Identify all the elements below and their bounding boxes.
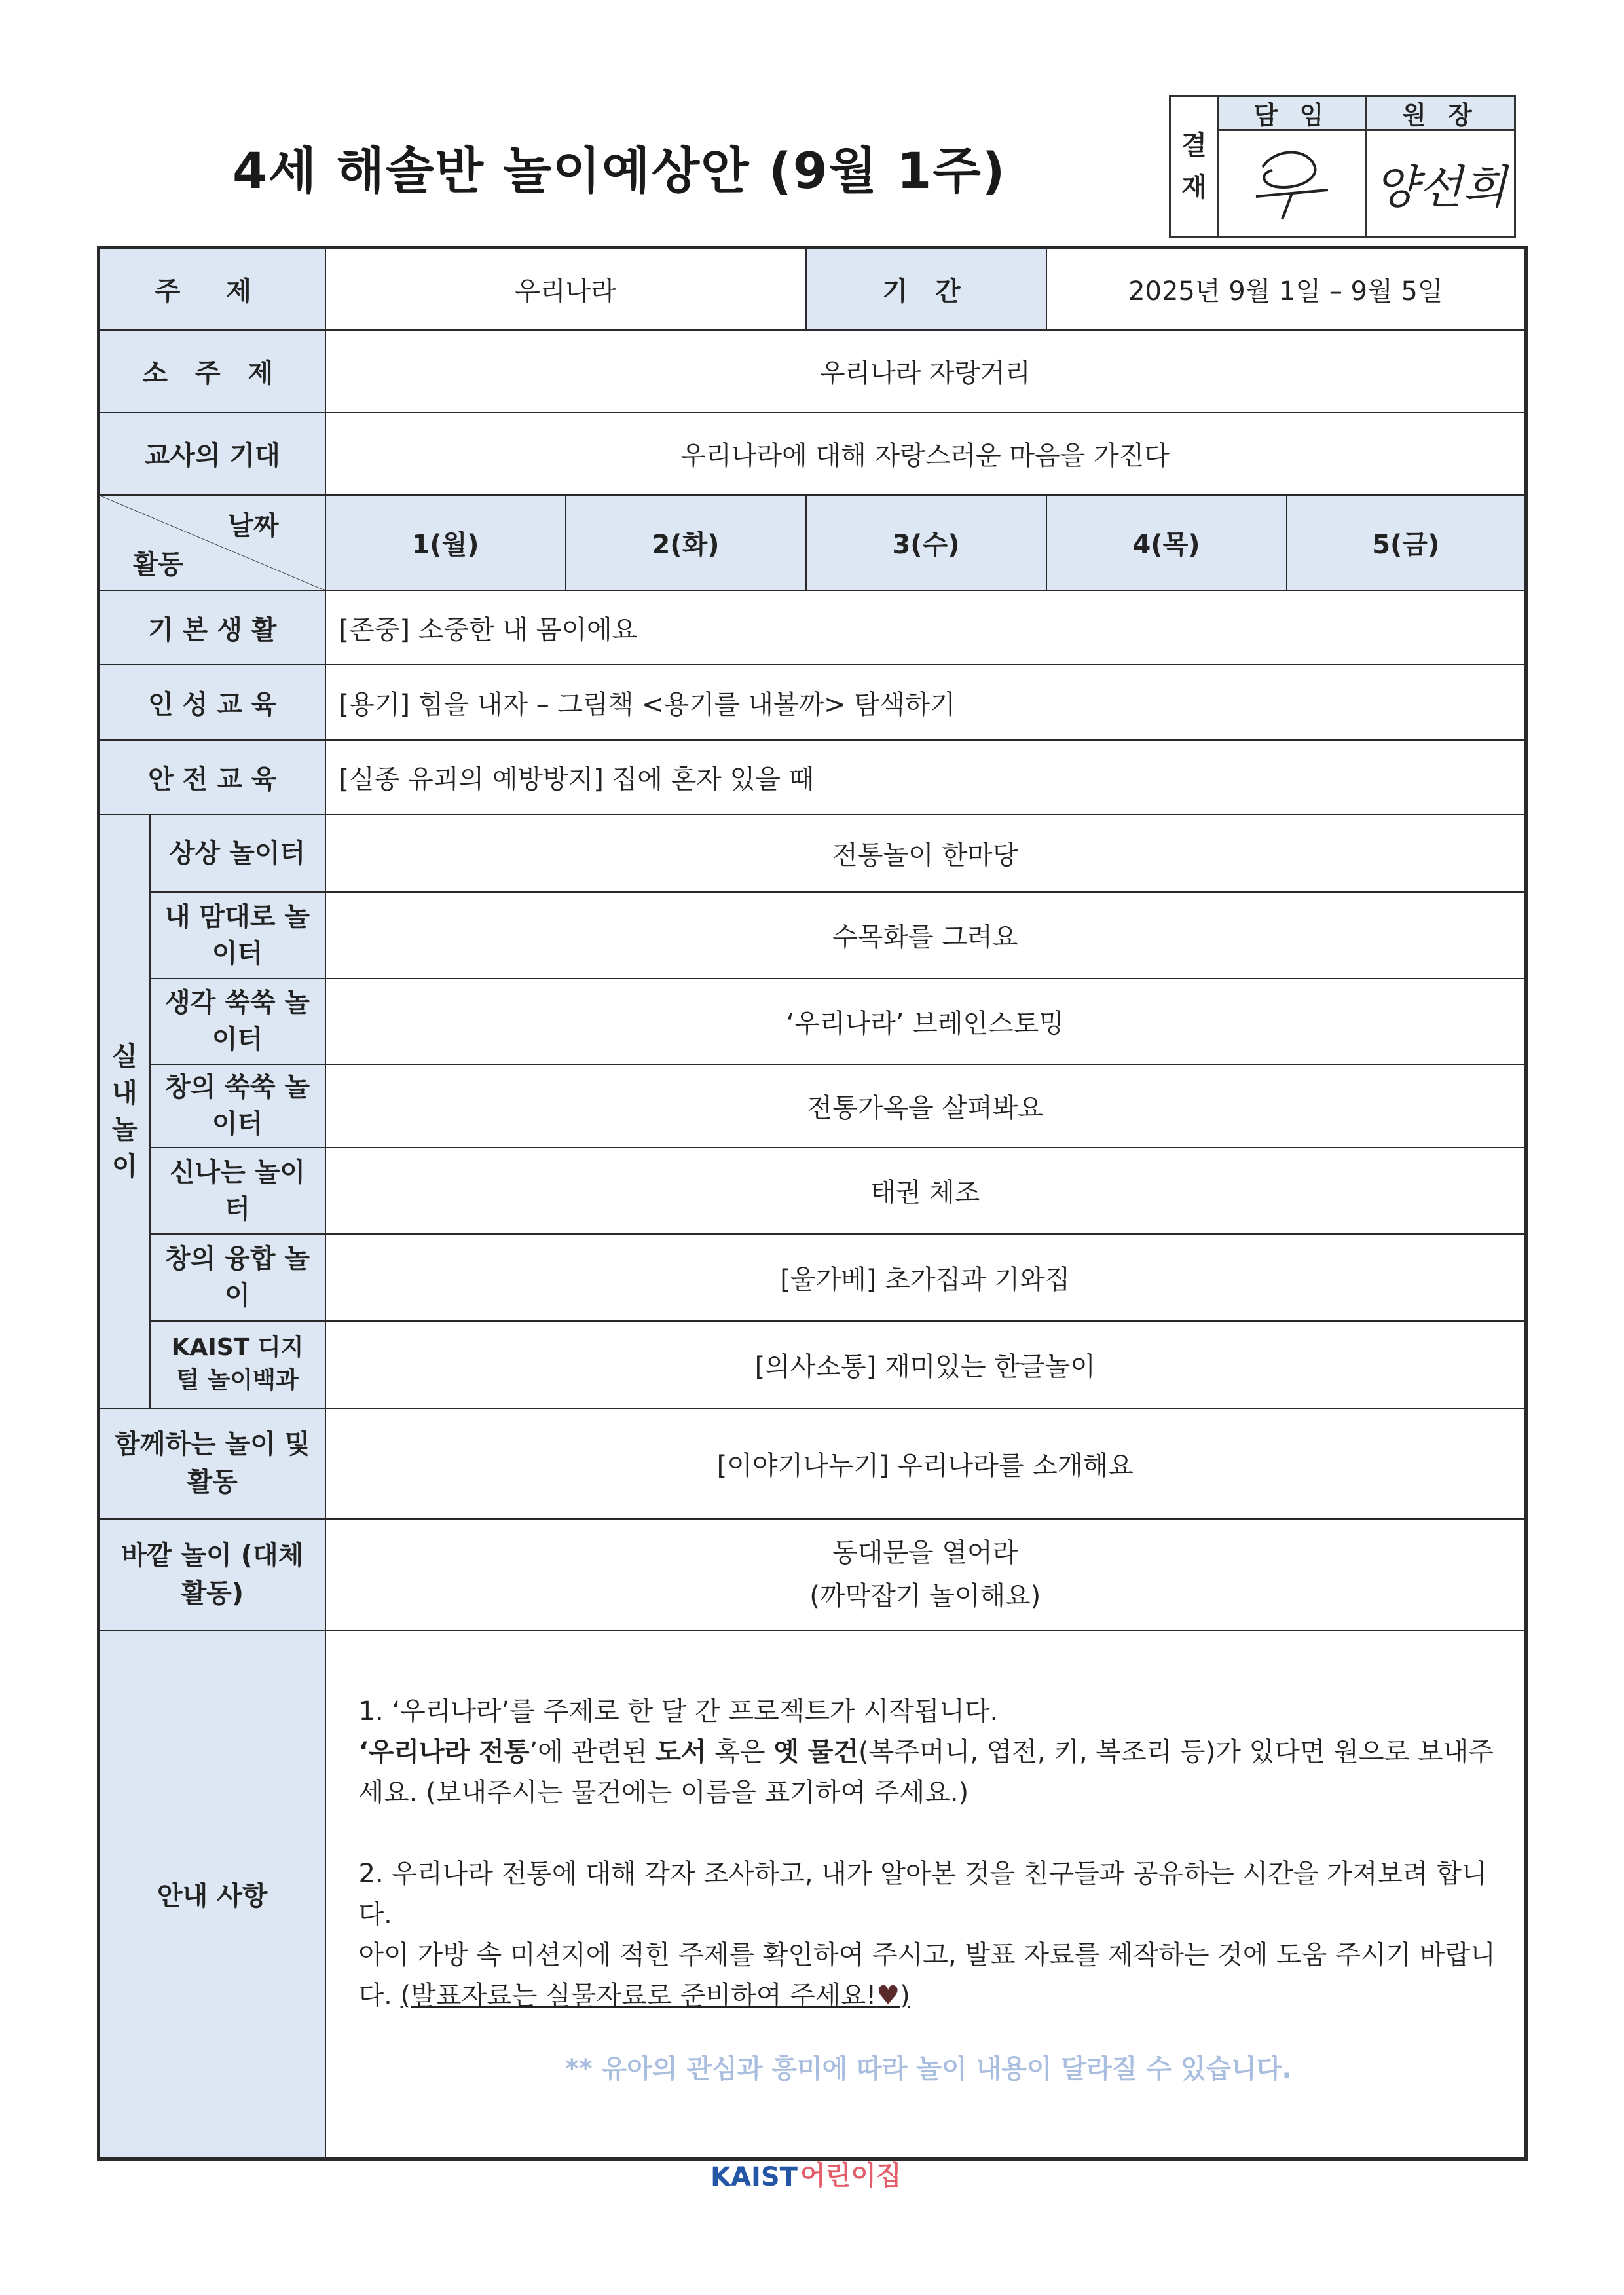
day-friday: 5(금) [1287, 495, 1526, 591]
approval-director-header: 원 장 [1367, 97, 1514, 131]
teacher-signature [1219, 131, 1367, 236]
row-topic [99, 248, 1526, 330]
activity-label: 활동 [133, 549, 184, 580]
indoor-play-label: 실 내 놀 이 [99, 815, 150, 1408]
row-indoor-4 [99, 1064, 1526, 1148]
indoor-item-label: 창의 쑥쑥 놀이터 [150, 1064, 325, 1148]
indoor-item-label: 생각 쑥쑥 놀이터 [150, 979, 325, 1064]
basic-life-value: [존중] 소중한 내 몸이에요 [325, 591, 1526, 665]
row-safety [99, 740, 1526, 815]
row-indoor-7 [99, 1321, 1526, 1408]
director-signature: 양선희 [1374, 160, 1507, 214]
plan-table [97, 246, 1528, 2161]
row-outdoor [99, 1519, 1526, 1630]
notice-paragraph-2: 2. 우리나라 전통에 대해 각자 조사하고, 내가 알아본 것을 친구들과 공유하는 시간을 가져보려 합니다. 아이 가방 속 미션지에 적힌 주제를 확인하여 주시고, 발표 자료를 제작하는 것에 도움 주시기 바랍니다. (발표자료는 실물자료로 준비하여 주세요!♥) [358, 1858, 1496, 2011]
date-activity-header [99, 495, 325, 591]
outdoor-label: 바깥 놀이 (대체 활동) [99, 1519, 325, 1630]
indoor-item-value: 전통놀이 한마당 [325, 815, 1526, 892]
day-monday: 1(월) [325, 495, 566, 591]
notice-underlined: (발표자료는 실물자료로 준비하여 주세요!♥) [400, 1980, 910, 2011]
approval-teacher-header: 담 임 [1219, 97, 1367, 131]
row-character [99, 665, 1526, 740]
period-value: 2025년 9월 1일 – 9월 5일 [1046, 248, 1526, 330]
indoor-item-label: 상상 놀이터 [150, 815, 325, 892]
row-together [99, 1408, 1526, 1519]
teacher-signature-mark [1236, 141, 1348, 226]
indoor-item-label: KAIST 디지털 놀이백과 [150, 1321, 325, 1408]
safety-value: [실종 유괴의 예방방지] 집에 혼자 있을 때 [325, 740, 1526, 815]
row-expectation [99, 413, 1526, 495]
together-label: 함께하는 놀이 및 활동 [99, 1408, 325, 1519]
day-thursday: 4(목) [1046, 495, 1287, 591]
row-indoor-5 [99, 1148, 1526, 1234]
row-subtopic [99, 330, 1526, 413]
character-value: [용기] 힘을 내자 – 그림책 <용기를 내볼까> 탐색하기 [325, 665, 1526, 740]
basic-life-label: 기 본 생 활 [99, 591, 325, 665]
notice-content [325, 1630, 1526, 2159]
page-title: 4세 해솔반 놀이예상안 (9월 1주) [232, 141, 1006, 200]
topic-label: 주 제 [99, 248, 325, 330]
day-tuesday: 2(화) [566, 495, 806, 591]
indoor-item-value: ‘우리나라’ 브레인스토밍 [325, 979, 1526, 1064]
indoor-item-value: [의사소통] 재미있는 한글놀이 [325, 1321, 1526, 1408]
indoor-item-value: 수목화를 그려요 [325, 892, 1526, 979]
row-indoor-6 [99, 1234, 1526, 1321]
heart-icon: ♥ [876, 1980, 900, 2011]
expectation-value: 우리나라에 대해 자랑스러운 마음을 가진다 [325, 413, 1526, 495]
subtopic-value: 우리나라 자랑거리 [325, 330, 1526, 413]
date-label: 날짜 [228, 510, 279, 541]
safety-label: 안 전 교 육 [99, 740, 325, 815]
subtopic-label: 소 주 제 [99, 330, 325, 413]
indoor-item-value: 태권 체조 [325, 1148, 1526, 1234]
character-label: 인 성 교 육 [99, 665, 325, 740]
row-indoor-2 [99, 892, 1526, 979]
indoor-item-label: 내 맘대로 놀이터 [150, 892, 325, 979]
outdoor-value: 동대문을 열어라 (까막잡기 놀이해요) [325, 1519, 1526, 1630]
row-indoor-3 [99, 979, 1526, 1064]
expectation-label: 교사의 기대 [99, 413, 325, 495]
indoor-item-value: [울가베] 초가집과 기와집 [325, 1234, 1526, 1321]
row-notice [99, 1630, 1526, 2159]
together-value: [이야기나누기] 우리나라를 소개해요 [325, 1408, 1526, 1519]
notice-footnote: ** 유아의 관심과 흥미에 따라 놀이 내용이 달라질 수 있습니다. [564, 2053, 1292, 2084]
row-indoor-1 [99, 815, 1526, 892]
period-label: 기 간 [806, 248, 1046, 330]
notice-label: 안내 사항 [99, 1630, 325, 2159]
day-wednesday: 3(수) [806, 495, 1046, 591]
kaist-daycare-logo: KAIST 어린이집 [710, 2161, 902, 2192]
notice-paragraph-1: 1. ‘우리나라’를 주제로 한 달 간 프로젝트가 시작됩니다. ‘우리나라 전통’에 관련된 도서 혹은 옛 물건(복주머니, 엽전, 키, 복조리 등)가 있다면 원으로 보내주세요. (보내주시는 물건에는 이름을 표기하여 주세요.) [358, 1696, 1494, 1808]
topic-value: 우리나라 [325, 248, 806, 330]
row-days-header [99, 495, 1526, 591]
indoor-item-label: 창의 융합 놀이 [150, 1234, 325, 1321]
approval-box [1169, 95, 1516, 238]
row-basic-life [99, 591, 1526, 665]
indoor-item-label: 신나는 놀이터 [150, 1148, 325, 1234]
approval-label: 결 재 [1171, 97, 1219, 236]
indoor-item-value: 전통가옥을 살펴봐요 [325, 1064, 1526, 1148]
